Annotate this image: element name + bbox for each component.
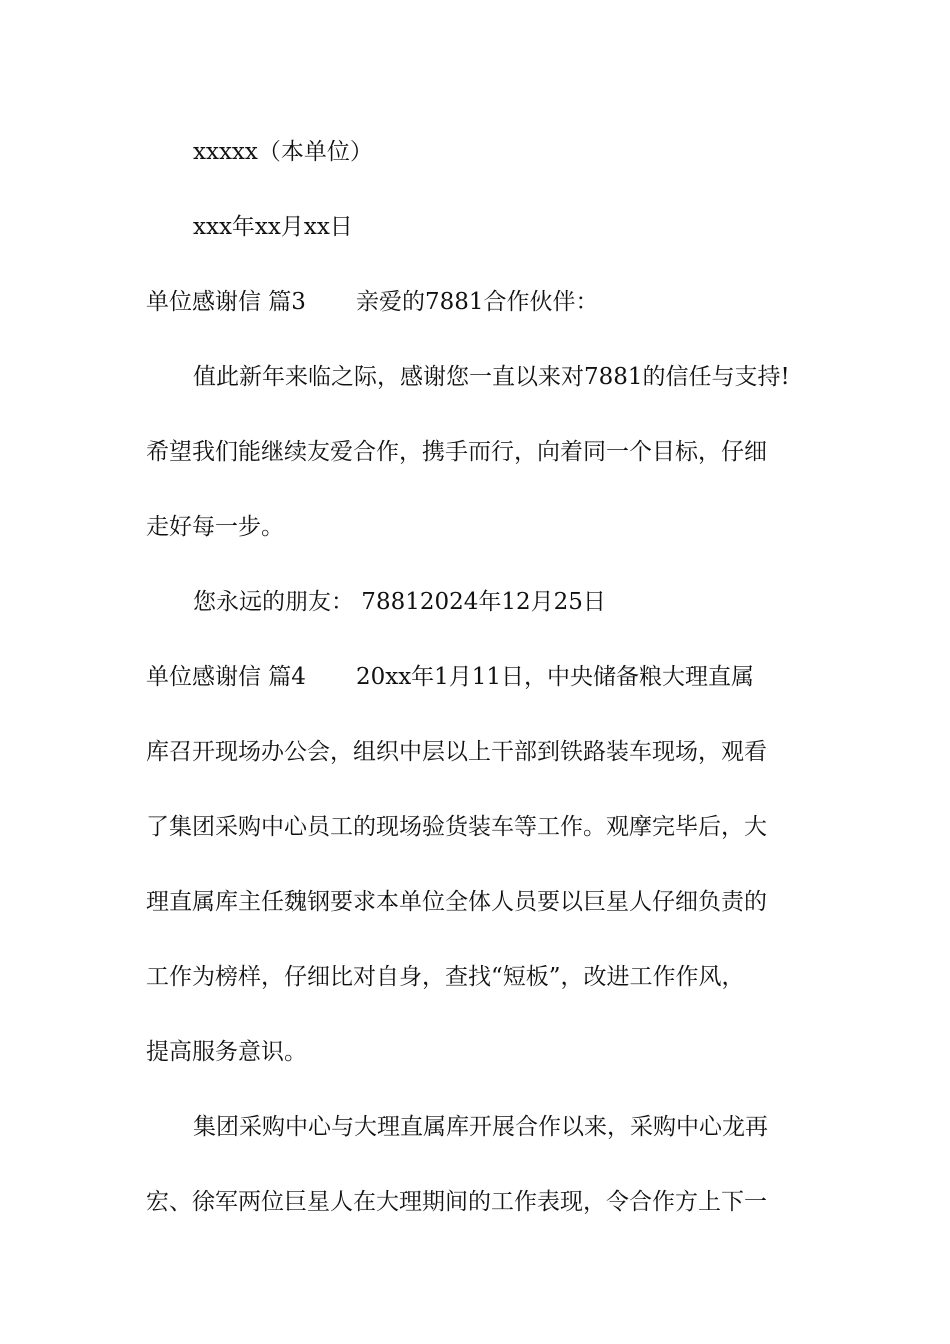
- paragraph-line: 理直属库主任魏钢要求本单位全体人员要以巨星人仔细负责的: [146, 889, 767, 915]
- closing-line: 您永远的朋友： 78812024年12月25日: [193, 589, 606, 615]
- paragraph-line: 宏、徐军两位巨星人在大理期间的工作表现，令合作方上下一: [146, 1189, 767, 1215]
- section-heading-4-line: [146, 662, 816, 692]
- greeting: 亲爱的7881合作伙伴：: [355, 289, 599, 315]
- paragraph-line: 走好每一步。: [146, 514, 284, 540]
- paragraph-line: 了集团采购中心员工的现场验货装车等工作。观摩完毕后，大: [146, 814, 767, 840]
- paragraph-line: 库召开现场办公会，组织中层以上干部到铁路装车现场，观看: [146, 739, 767, 765]
- paragraph-line: 希望我们能继续友爱合作，携手而行，向着同一个目标，仔细: [146, 439, 767, 465]
- signature-unit: xxxxx（本单位）: [193, 139, 373, 165]
- section-heading-4: 单位感谢信 篇4: [146, 664, 306, 690]
- paragraph-line: 值此新年来临之际，感谢您一直以来对7881的信任与支持!: [193, 364, 790, 390]
- paragraph-start: 20xx年1月11日，中央储备粮大理直属: [355, 664, 755, 690]
- paragraph-line: 集团采购中心与大理直属库开展合作以来，采购中心龙再: [193, 1114, 768, 1140]
- section-heading-3-line: [146, 287, 816, 317]
- paragraph-line: 提高服务意识。: [146, 1039, 307, 1065]
- paragraph-line: 工作为榜样，仔细比对自身，查找“短板”，改进工作作风，: [146, 964, 745, 990]
- signature-date: xxx年xx月xx日: [193, 214, 353, 240]
- section-heading-3: 单位感谢信 篇3: [146, 289, 306, 315]
